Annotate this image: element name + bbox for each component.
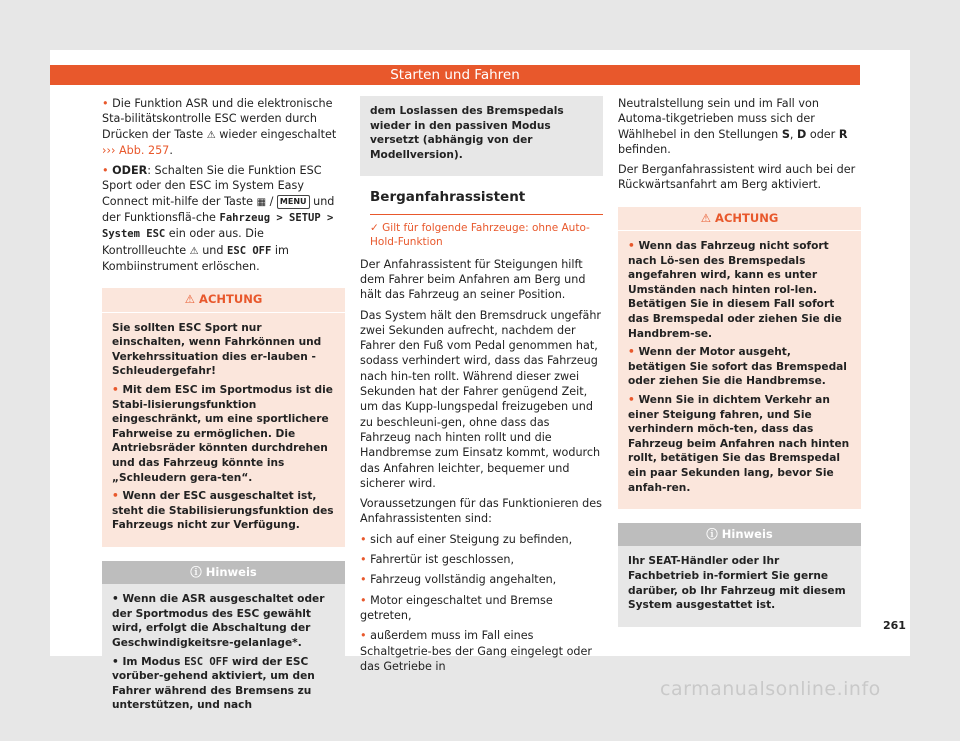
warning-box [618,207,861,509]
warning-bullet: • Wenn der ESC ausgeschaltet ist, steht die Stabilisierungsfunktion des Fahrzeugs nicht zur Verfügung. [112,490,334,532]
bullet-dot-icon: • [102,97,109,110]
applicability-note: ✓ Gilt für folgende Fahrzeuge: ohne Auto-Hold-Funktion [370,221,590,248]
note-title: ⓘ Hinweis [102,561,345,584]
info-icon: ⓘ [706,527,722,542]
control-lamp-icon: ⚠ [189,245,199,257]
esc-off-code: ESC OFF [227,244,272,257]
menu-path: Fahrzeug > SETUP > System ESC [102,212,334,241]
warning-title: ⚠ ACHTUNG [618,207,861,231]
note-box-continued: dem Loslassen des Bremspedals wieder in den passiven Modus versetzt (abhängig von der Modellversion). [360,96,603,176]
note-box: ⓘ Hinweis Ihr SEAT-Händler oder Ihr Fachbetrieb in-formiert Sie gerne darüber, ob Ihr Fahrzeug mit diesem System ausgestattet ist. [618,523,861,627]
warning-bullet: • Wenn Sie in dichtem Verkehr an einer Steigung fahren, und Sie verhindern möch-ten, dass das Fahrzeug beim Anfahren nach hinten rollt, betätigen Sie das Bremspedal ein paar Sekunden lang, bevor Sie anfah-ren. [628,394,850,494]
list-item: • Fahrertür ist geschlossen, [360,553,515,567]
warning-title: ⚠ ACHTUNG [102,288,345,312]
list-item: • Motor eingeschaltet und Bremse getreten, [360,593,553,622]
esc-warning-icon: ⚠ [206,129,216,141]
warning-triangle-icon: ⚠ [184,292,200,307]
watermark: carmanualsonline.info [660,678,881,700]
note-bullet: • Wenn die ASR ausgeschaltet oder der Sportmodus des ESC gewählt wird, erfolgt die Abschaltung der Geschwindigkeitsre-gelanlage*. [112,593,325,649]
figure-reference-link[interactable]: ››› Abb. 257 [102,143,170,157]
column-2: dem Loslassen des Bremspedals wieder in den passiven Modus versetzt (abhängig von der Modellversion). Berganfahrassistent ✓ Gilt für folgende Fahrzeuge: ohne Auto-Hold-Funktion Der Anfahrassistent für Steigungen hilft dem Fahrer beim Anfahren am Berg und hält das Fahrzeug an seiner Position. Das System hält den Bremsdruck ungefähr zwei Sekunden aufrecht, nachdem der Fahrer den Fuß vom Pedal genommen hat, sodass verhindert wird, dass das Fahrzeug nach hin-ten rollt. Während dieser zwei Sekunden hat der Fahrer genügend Zeit, um das Kupp-lungspedal freizugeben und zu beschleuni-gen, ohne dass das Fahrzeug nach hinten rollt und die Handbremse zum Einsatz kommt, wodurch das Anfahren leichter, bequemer und sicherer wird. Voraussetzungen für das Funktionieren des Anfahrassistenten sind: • sich auf einer Steigung zu befinden, • Fahrertür ist geschlossen, • Fahrzeug vollständig angehalten, • Motor eingeschaltet und Bremse getreten, • außerdem muss im Fall eines Schaltgetrie-bes der Gang eingelegt oder das Getriebe in [360,96,603,679]
list-item: • sich auf einer Steigung zu befinden, [360,532,573,546]
warning-bullet: • Wenn das Fahrzeug nicht sofort nach Lö-sen des Bremspedals angefahren wird, kann es unter Umständen nach hinten rol-len. Betätigen Sie in diesem Fall sofort das Bremspedal oder ziehen Sie die Handbrem-se. [628,240,842,340]
list-item: • Fahrzeug vollständig angehalten, [360,573,557,587]
bullet-dot-icon: • [102,164,109,178]
info-icon: ⓘ [190,564,206,579]
column-3: Neutralstellung sein und im Fall von Automa-tikgetrieben muss sich der Wählhebel in den Stellungen S, D oder R befinden. Der Berganfahrassistent wird auch bei der Rückwärtsanfahrt am Berg aktiviert. ⚠ ACHTUNG • Wenn das Fahrzeug nicht sofort nach Lö-sen des Bremspedals angefahren wird, kann es unter Umständen nach hinten rol-len. Betätigen Sie in diesem Fall sofort das Bremspedal oder ziehen Sie die Handbrem-se. • Wenn der Motor ausgeht, betätigen Sie sofort das Bremspedal oder ziehen Sie die Handbremse. • Wenn Sie in dichtem Verkehr an einer Steigung fahren, und Sie verhindern möch-ten, dass das Fahrzeug beim Anfahren nach hinten rollt, betätigen Sie das Bremspedal ein paar Sekunden lang, bevor Sie anfah-ren. ⓘ Hinweis Ihr SEAT-Händler oder Ihr Fachbetrieb in-formiert Sie gerne darüber, ob Ihr Fahrzeug mit diesem System ausgestattet ist. [618,96,861,641]
page-header: Starten und Fahren [50,65,860,85]
note-box [102,561,345,727]
paragraph-oder: • ODER: Schalten Sie die Funktion ESC Sport oder den ESC im System Easy Connect mit-hilfe der Taste ▦ / MENU und der Funktionsflä-che Fahrzeug > SETUP > System ESC ein oder aus. Die Kontrollleuchte ⚠ und ESC OFF im Kombiinstrument erlöschen. [102,164,335,273]
warning-triangle-icon: ⚠ [700,210,716,225]
paragraph-asr: • Die Funktion ASR und die elektronische Sta-bilitätskontrolle ESC werden durch Drücken der Taste ⚠ wieder eingeschaltet ››› Abb. 257. [102,97,337,157]
section-title: Berganfahrassistent [370,190,603,214]
paragraph-neutral: Neutralstellung sein und im Fall von Automa-tikgetrieben muss sich der Wählhebel in den Stellungen S, D oder R befinden. [618,97,848,156]
apps-key-icon: ▦ [256,196,267,208]
warning-bullet: • Wenn der Motor ausgeht, betätigen Sie sofort das Bremspedal oder ziehen Sie die Handbremse. [628,346,847,388]
warning-box: ⚠ ACHTUNG Sie sollten ESC Sport nur einschalten, wenn Fahrkönnen und Verkehrssituation dies er-lauben - Schleudergefahr! • Mit dem ESC im Sportmodus ist die Stabi-lisierungsfunktion eingeschränkt, um eine sportlichere Fahrweise zu ermöglichen. Die Antriebsräder könnten durchdrehen und das Fahrzeug könnte ins „Schleudern gera-ten“. • Wenn der ESC ausgeschaltet ist, steht die Stabilisierungsfunktion des Fahrzeugs nicht zur Verfügung. [102,288,345,547]
menu-key-icon: MENU [277,195,310,209]
page-number: 261 [883,619,906,632]
list-item: • außerdem muss im Fall eines Schaltgetrie-bes der Gang eingelegt oder das Getriebe in [360,629,593,673]
note-title: ⓘ Hinweis [618,523,861,546]
column-1 [102,96,345,741]
warning-bullet: • Mit dem ESC im Sportmodus ist die Stabi-lisierungsfunktion eingeschränkt, um eine sportlichere Fahrweise zu ermöglichen. Die Antriebsräder könnten durchdrehen und das Fahrzeug könnte ins „Schleudern gera-ten“. [112,383,333,484]
note-bullet: • Im Modus ESC OFF wird der ESC vorüber-gehend aktiviert, um den Fahrer während des Bremsens zu unterstützen, und nach [112,655,315,712]
